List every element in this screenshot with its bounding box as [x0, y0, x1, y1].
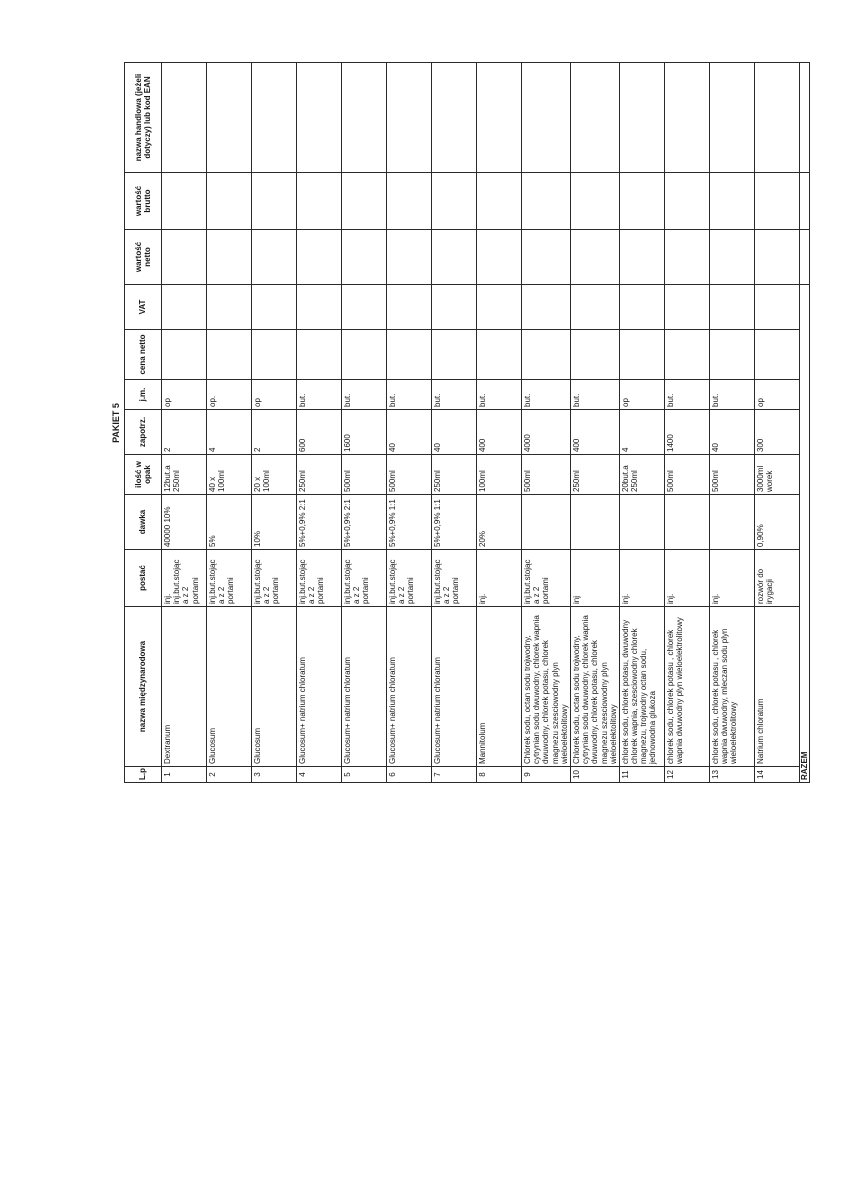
- cell-lp: 5: [342, 767, 387, 783]
- cell-lp: 3: [252, 767, 297, 783]
- cell-unit: op: [754, 380, 799, 410]
- total-row: [799, 63, 809, 783]
- cell-trade-name[interactable]: [387, 63, 432, 173]
- cell-form: inj.but.stojąc a z 2 portami: [432, 550, 477, 607]
- cell-net-value[interactable]: [387, 230, 432, 285]
- table-row: [664, 63, 709, 783]
- cell-name: Glucosum+ natrium chloratum: [297, 607, 342, 767]
- cell-lp: 14: [754, 767, 799, 783]
- cell-vat[interactable]: [432, 285, 477, 330]
- cell-need: 400: [570, 410, 619, 455]
- cell-lp: 12: [664, 767, 709, 783]
- cell-need: 400: [477, 410, 522, 455]
- cell-dose: 10%: [252, 495, 297, 550]
- cell-unit: op: [619, 380, 664, 410]
- total-empty: [799, 63, 809, 173]
- total-label: RAZEM: [799, 285, 809, 783]
- table-row: [619, 63, 664, 783]
- cell-form: inj: [570, 550, 619, 607]
- cell-unit: but.: [709, 380, 754, 410]
- cell-name: Chlorek sodu, octan sodu trojwodny, cytrynian sodu dwuwodny, chlorek wapnia dwuwodny, chlorek potasu, chlorek magnezu szesciowodny plyn wieloelektolitowy: [570, 607, 619, 767]
- table-row: [162, 63, 207, 783]
- table-row: [207, 63, 252, 783]
- cell-name: Natrium chloratum: [754, 607, 799, 767]
- cell-trade-name[interactable]: [709, 63, 754, 173]
- cell-qty: 500ml: [664, 455, 709, 495]
- table-row: [387, 63, 432, 783]
- cell-need: 300: [754, 410, 799, 455]
- table-row: [709, 63, 754, 783]
- cell-lp: 2: [207, 767, 252, 783]
- cell-gross-value[interactable]: [664, 173, 709, 230]
- cell-lp: 6: [387, 767, 432, 783]
- cell-name: Glucosum+ natrium chloratum: [387, 607, 432, 767]
- cell-dose: [619, 495, 664, 550]
- cell-name: Glucosum+ natrium chloratum: [432, 607, 477, 767]
- header-unit: j.m.: [125, 380, 162, 410]
- cell-qty: 250ml: [432, 455, 477, 495]
- cell-unit: but.: [522, 380, 571, 410]
- cell-qty: 40 x 100ml: [207, 455, 252, 495]
- header-trade-name: nazwa handlowa (jeżeli dotyczy) lub kod EAN: [125, 63, 162, 173]
- table-row: [477, 63, 522, 783]
- cell-form: inj.but.stojąc a z 2 portami: [342, 550, 387, 607]
- cell-net-value[interactable]: [619, 230, 664, 285]
- table-row: [297, 63, 342, 783]
- cell-dose: [709, 495, 754, 550]
- cell-net-value[interactable]: [162, 230, 207, 285]
- total-net-value[interactable]: [799, 230, 809, 285]
- cell-vat[interactable]: [709, 285, 754, 330]
- cell-qty: 250ml: [570, 455, 619, 495]
- cell-gross-value[interactable]: [162, 173, 207, 230]
- cell-gross-value[interactable]: [432, 173, 477, 230]
- cell-qty: 100ml: [477, 455, 522, 495]
- cell-net-value[interactable]: [522, 230, 571, 285]
- table-header: [125, 63, 162, 783]
- cell-vat[interactable]: [619, 285, 664, 330]
- header-gross-value: wartość brutto: [125, 173, 162, 230]
- header-vat: VAT: [125, 285, 162, 330]
- cell-need: 1600: [342, 410, 387, 455]
- cell-lp: 8: [477, 767, 522, 783]
- cell-qty: 500ml: [387, 455, 432, 495]
- cell-need: 2: [162, 410, 207, 455]
- cell-trade-name[interactable]: [162, 63, 207, 173]
- table-row: [342, 63, 387, 783]
- cell-trade-name[interactable]: [432, 63, 477, 173]
- cell-net-value[interactable]: [664, 230, 709, 285]
- cell-name: Chlorek sodu, octan sodu trojwodny, cytrynian sodu dwuwodny, chlorek wapnia dwuwodny, chlorek potasu, chlorek magnezu szesciowodny plyn wieloelektolitowy: [522, 607, 571, 767]
- cell-net-price[interactable]: [522, 330, 571, 380]
- cell-form: inj.but.stojąc a z 2 portami: [387, 550, 432, 607]
- table-row: [432, 63, 477, 783]
- cell-unit: op: [162, 380, 207, 410]
- total-gross-value[interactable]: [799, 173, 809, 230]
- cell-trade-name[interactable]: [522, 63, 571, 173]
- cell-lp: 13: [709, 767, 754, 783]
- table-body: [162, 63, 810, 783]
- cell-vat[interactable]: [477, 285, 522, 330]
- cell-net-value[interactable]: [252, 230, 297, 285]
- cell-need: 40: [432, 410, 477, 455]
- cell-trade-name[interactable]: [342, 63, 387, 173]
- cell-trade-name[interactable]: [207, 63, 252, 173]
- cell-unit: but.: [342, 380, 387, 410]
- cell-need: 4: [619, 410, 664, 455]
- cell-unit: but.: [570, 380, 619, 410]
- header-net-price: cena netto: [125, 330, 162, 380]
- cell-dose: 5%+0,9% 2:1: [342, 495, 387, 550]
- cell-vat[interactable]: [252, 285, 297, 330]
- cell-gross-value[interactable]: [477, 173, 522, 230]
- cell-need: 40: [387, 410, 432, 455]
- cell-lp: 9: [522, 767, 571, 783]
- cell-dose: 5%: [207, 495, 252, 550]
- cell-lp: 1: [162, 767, 207, 783]
- cell-lp: 10: [570, 767, 619, 783]
- cell-gross-value[interactable]: [207, 173, 252, 230]
- cell-form: inj.: [619, 550, 664, 607]
- cell-net-price[interactable]: [342, 330, 387, 380]
- cell-dose: 40000 10%: [162, 495, 207, 550]
- cell-net-value[interactable]: [342, 230, 387, 285]
- header-qty: ilość w opak: [125, 455, 162, 495]
- cell-trade-name[interactable]: [754, 63, 799, 173]
- cell-net-value[interactable]: [477, 230, 522, 285]
- cell-form: inj.: [664, 550, 709, 607]
- cell-trade-name[interactable]: [477, 63, 522, 173]
- cell-net-price[interactable]: [709, 330, 754, 380]
- cell-name: Glucosum: [252, 607, 297, 767]
- cell-net-price[interactable]: [754, 330, 799, 380]
- cell-unit: but.: [664, 380, 709, 410]
- header-form: postać: [125, 550, 162, 607]
- cell-unit: op.: [207, 380, 252, 410]
- cell-gross-value[interactable]: [619, 173, 664, 230]
- cell-dose: [570, 495, 619, 550]
- cell-trade-name[interactable]: [664, 63, 709, 173]
- cell-vat[interactable]: [342, 285, 387, 330]
- cell-form: inj.but.stojąc a z 2 portami: [522, 550, 571, 607]
- cell-vat[interactable]: [522, 285, 571, 330]
- cell-form: inj.: [709, 550, 754, 607]
- cell-lp: 4: [297, 767, 342, 783]
- header-need: zapotrz.: [125, 410, 162, 455]
- cell-need: 40: [709, 410, 754, 455]
- cell-net-value[interactable]: [297, 230, 342, 285]
- header-lp: L.p: [125, 767, 162, 783]
- cell-vat[interactable]: [570, 285, 619, 330]
- cell-vat[interactable]: [207, 285, 252, 330]
- price-table: [124, 62, 810, 783]
- cell-gross-value[interactable]: [387, 173, 432, 230]
- cell-form: inj.: [477, 550, 522, 607]
- cell-dose: [664, 495, 709, 550]
- cell-need: 2: [252, 410, 297, 455]
- table-row: [252, 63, 297, 783]
- cell-vat[interactable]: [754, 285, 799, 330]
- cell-net-price[interactable]: [162, 330, 207, 380]
- cell-need: 4000: [522, 410, 571, 455]
- cell-dose: 0,90%: [754, 495, 799, 550]
- header-dose: dawka: [125, 495, 162, 550]
- cell-qty: 12but.a 250ml: [162, 455, 207, 495]
- cell-net-value[interactable]: [207, 230, 252, 285]
- cell-gross-value[interactable]: [709, 173, 754, 230]
- cell-net-value[interactable]: [709, 230, 754, 285]
- cell-net-value[interactable]: [754, 230, 799, 285]
- table-row: [522, 63, 571, 783]
- cell-trade-name[interactable]: [619, 63, 664, 173]
- cell-qty: 20but.a 250ml: [619, 455, 664, 495]
- cell-dose: 5%+0,9% 1:1: [432, 495, 477, 550]
- header-net-value: wartość netto: [125, 230, 162, 285]
- cell-net-price[interactable]: [570, 330, 619, 380]
- cell-net-value[interactable]: [570, 230, 619, 285]
- rotated-page: [108, 63, 809, 783]
- cell-qty: 3000ml worek: [754, 455, 799, 495]
- cell-form: inj. inj.but.stojąc a z 2 portami: [162, 550, 207, 607]
- table-row: [754, 63, 799, 783]
- cell-net-price[interactable]: [387, 330, 432, 380]
- cell-qty: 500ml: [342, 455, 387, 495]
- cell-net-price[interactable]: [477, 330, 522, 380]
- table-row: [570, 63, 619, 783]
- cell-form: inj.but.stojąc a z 2 portami: [207, 550, 252, 607]
- cell-qty: 20 x 100ml: [252, 455, 297, 495]
- cell-unit: but.: [432, 380, 477, 410]
- cell-net-price[interactable]: [619, 330, 664, 380]
- cell-name: Mannitolum: [477, 607, 522, 767]
- cell-net-price[interactable]: [664, 330, 709, 380]
- cell-net-price[interactable]: [207, 330, 252, 380]
- cell-trade-name[interactable]: [570, 63, 619, 173]
- cell-need: 4: [207, 410, 252, 455]
- cell-trade-name[interactable]: [297, 63, 342, 173]
- cell-name: Glucosum+ natrium chloratum: [342, 607, 387, 767]
- cell-unit: but.: [297, 380, 342, 410]
- cell-unit: op: [252, 380, 297, 410]
- cell-name: Glucosum: [207, 607, 252, 767]
- cell-vat[interactable]: [162, 285, 207, 330]
- cell-form: rozwór do irygacji: [754, 550, 799, 607]
- cell-lp: 11: [619, 767, 664, 783]
- cell-net-price[interactable]: [432, 330, 477, 380]
- cell-name: Dextranum: [162, 607, 207, 767]
- cell-gross-value[interactable]: [522, 173, 571, 230]
- cell-dose: 20%: [477, 495, 522, 550]
- cell-lp: 7: [432, 767, 477, 783]
- cell-vat[interactable]: [387, 285, 432, 330]
- cell-unit: but.: [387, 380, 432, 410]
- cell-qty: 500ml: [709, 455, 754, 495]
- cell-qty: 500ml: [522, 455, 571, 495]
- cell-dose: 5%+0,9% 2:1: [297, 495, 342, 550]
- cell-form: inj.but.stojąc a z 2 portami: [252, 550, 297, 607]
- cell-vat[interactable]: [664, 285, 709, 330]
- cell-net-price[interactable]: [297, 330, 342, 380]
- cell-gross-value[interactable]: [342, 173, 387, 230]
- cell-net-price[interactable]: [252, 330, 297, 380]
- cell-dose: 5%+0,9% 1:1: [387, 495, 432, 550]
- cell-gross-value[interactable]: [570, 173, 619, 230]
- header-name: nazwa międzynarodowa: [125, 607, 162, 767]
- cell-dose: [522, 495, 571, 550]
- cell-gross-value[interactable]: [297, 173, 342, 230]
- cell-vat[interactable]: [297, 285, 342, 330]
- cell-unit: but.: [477, 380, 522, 410]
- cell-gross-value[interactable]: [754, 173, 799, 230]
- cell-need: 1400: [664, 410, 709, 455]
- cell-name: chlorek sodu, chlorek potasu , chlorek wapnia dwuwodny, mleczan sodu plyn wieloelektrolitowy: [709, 607, 754, 767]
- page-title: PAKIET 5: [111, 403, 121, 443]
- cell-trade-name[interactable]: [252, 63, 297, 173]
- cell-net-value[interactable]: [432, 230, 477, 285]
- cell-qty: 250ml: [297, 455, 342, 495]
- cell-form: inj.but.stojąc a z 2 portami: [297, 550, 342, 607]
- cell-gross-value[interactable]: [252, 173, 297, 230]
- cell-name: chlorek sodu, chlorek potasu, dwuwodny chlorek wapnia, szesciowodny chlorek magnezu, trojwodny octan sodu, jednowodna glukoza: [619, 607, 664, 767]
- cell-name: chlorek sodu, chlorek potasu , chlorek wapnia dwuwodny plyn wieloelektrolitowy: [664, 607, 709, 767]
- cell-need: 600: [297, 410, 342, 455]
